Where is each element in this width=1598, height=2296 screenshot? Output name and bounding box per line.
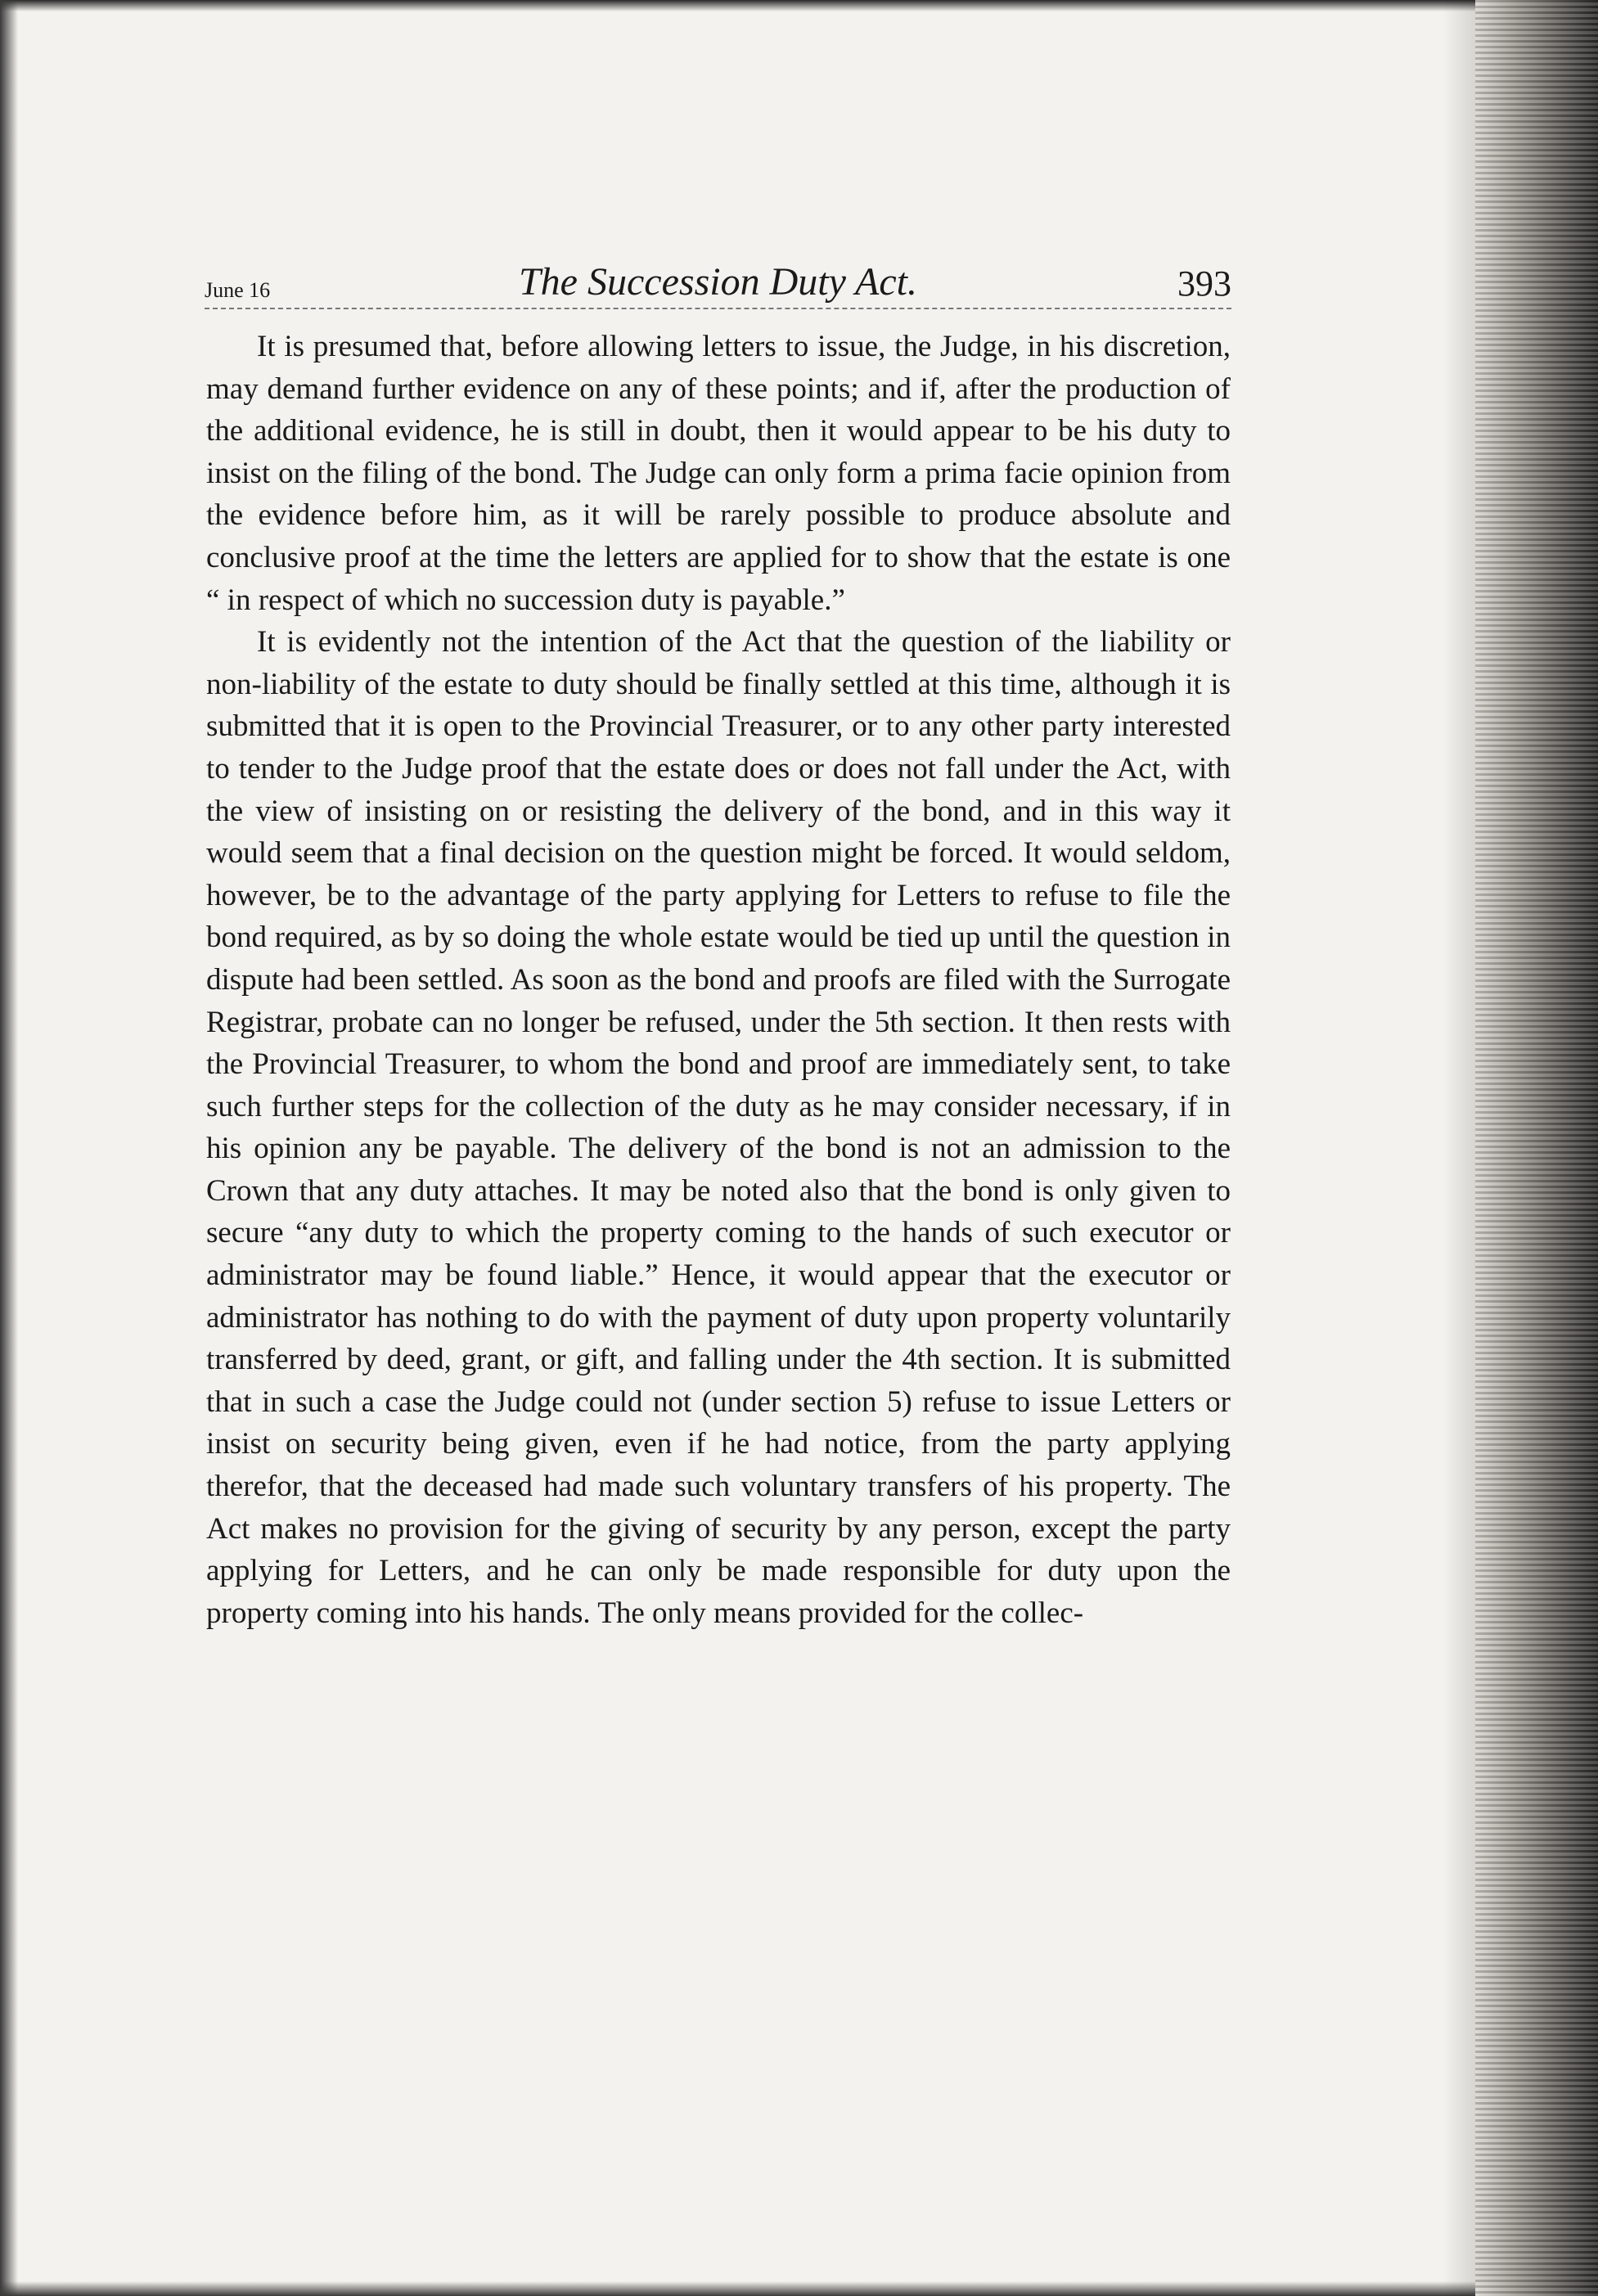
paragraph-1: It is presumed that, before allowing letters to issue, the Judge, in his discretion, may demand further evidence on any of these points; and if, after the production of the additional evidence, he is still in doubt, then it would appear to be his duty to insist on the filing of the bond. The Judge can only form a prima facie opinion from the evidence before him, as it will be rarely possible to produce absolute and conclusive proof at the time the letters are applied for to show that the estate is one “ in respect of which no succession duty is payable.” [206,330,1231,617]
binding-shadow [1443,0,1475,2296]
page-number: 393 [1177,263,1231,304]
running-header [205,254,1231,309]
header-date: June 16 [205,278,271,302]
paragraph-2: It is evidently not the intention of the Act that the question of the liability or non-liability of the estate to duty should be finally settled at this time, although it is submitted that it is open to the Provincial Treasurer, or to any other party interested to tender to the Judge proof that the estate does or does not fall under the Act, with the view of insisting on or resisting the delivery of the bond, and in this way it would seem that a final decision on the question might be forced. It would seldom, however, be to the advantage of the party applying for Letters to refuse to file the bond required, as by so doing the whole estate would be tied up until the question in dispute had been settled. As soon as the bond and proofs are filed with the Surrogate Registrar, probate can no longer be refused, under the 5th section. It then rests with the Provincial Treasurer, to whom the bond and proof are immediately sent, to take such further steps for the collection of the duty as he may consider necessary, if in his opinion any be payable. The delivery of the bond is not an admission to the Crown that any duty attaches. It may be noted also that the bond is only given to secure “any duty to which the property coming to the hands of such executor or administrator may be found liable.” Hence, it would appear that the executor or administrator has nothing to do with the payment of duty upon property voluntarily transferred by deed, grant, or gift, and falling under the 4th section. It is submitted that in such a case the Judge could not (under section 5) refuse to issue Letters or insist on security being given, even if he had notice, from the party applying therefor, that the deceased had made such voluntary transfers of his property. The Act makes no provision for the giving of security by any person, except the party applying for Letters, and he can only be made responsible for duty upon the property coming into his hands. The only means provided for the collec- [206,625,1231,1630]
scan-edge-top [0,0,1598,11]
body-text [206,326,1231,1634]
scan-edge-left [0,0,18,2296]
scan-edge-bottom [0,2281,1598,2296]
book-binding-edge [1475,0,1598,2296]
header-title: The Succession Duty Act. [518,260,917,304]
